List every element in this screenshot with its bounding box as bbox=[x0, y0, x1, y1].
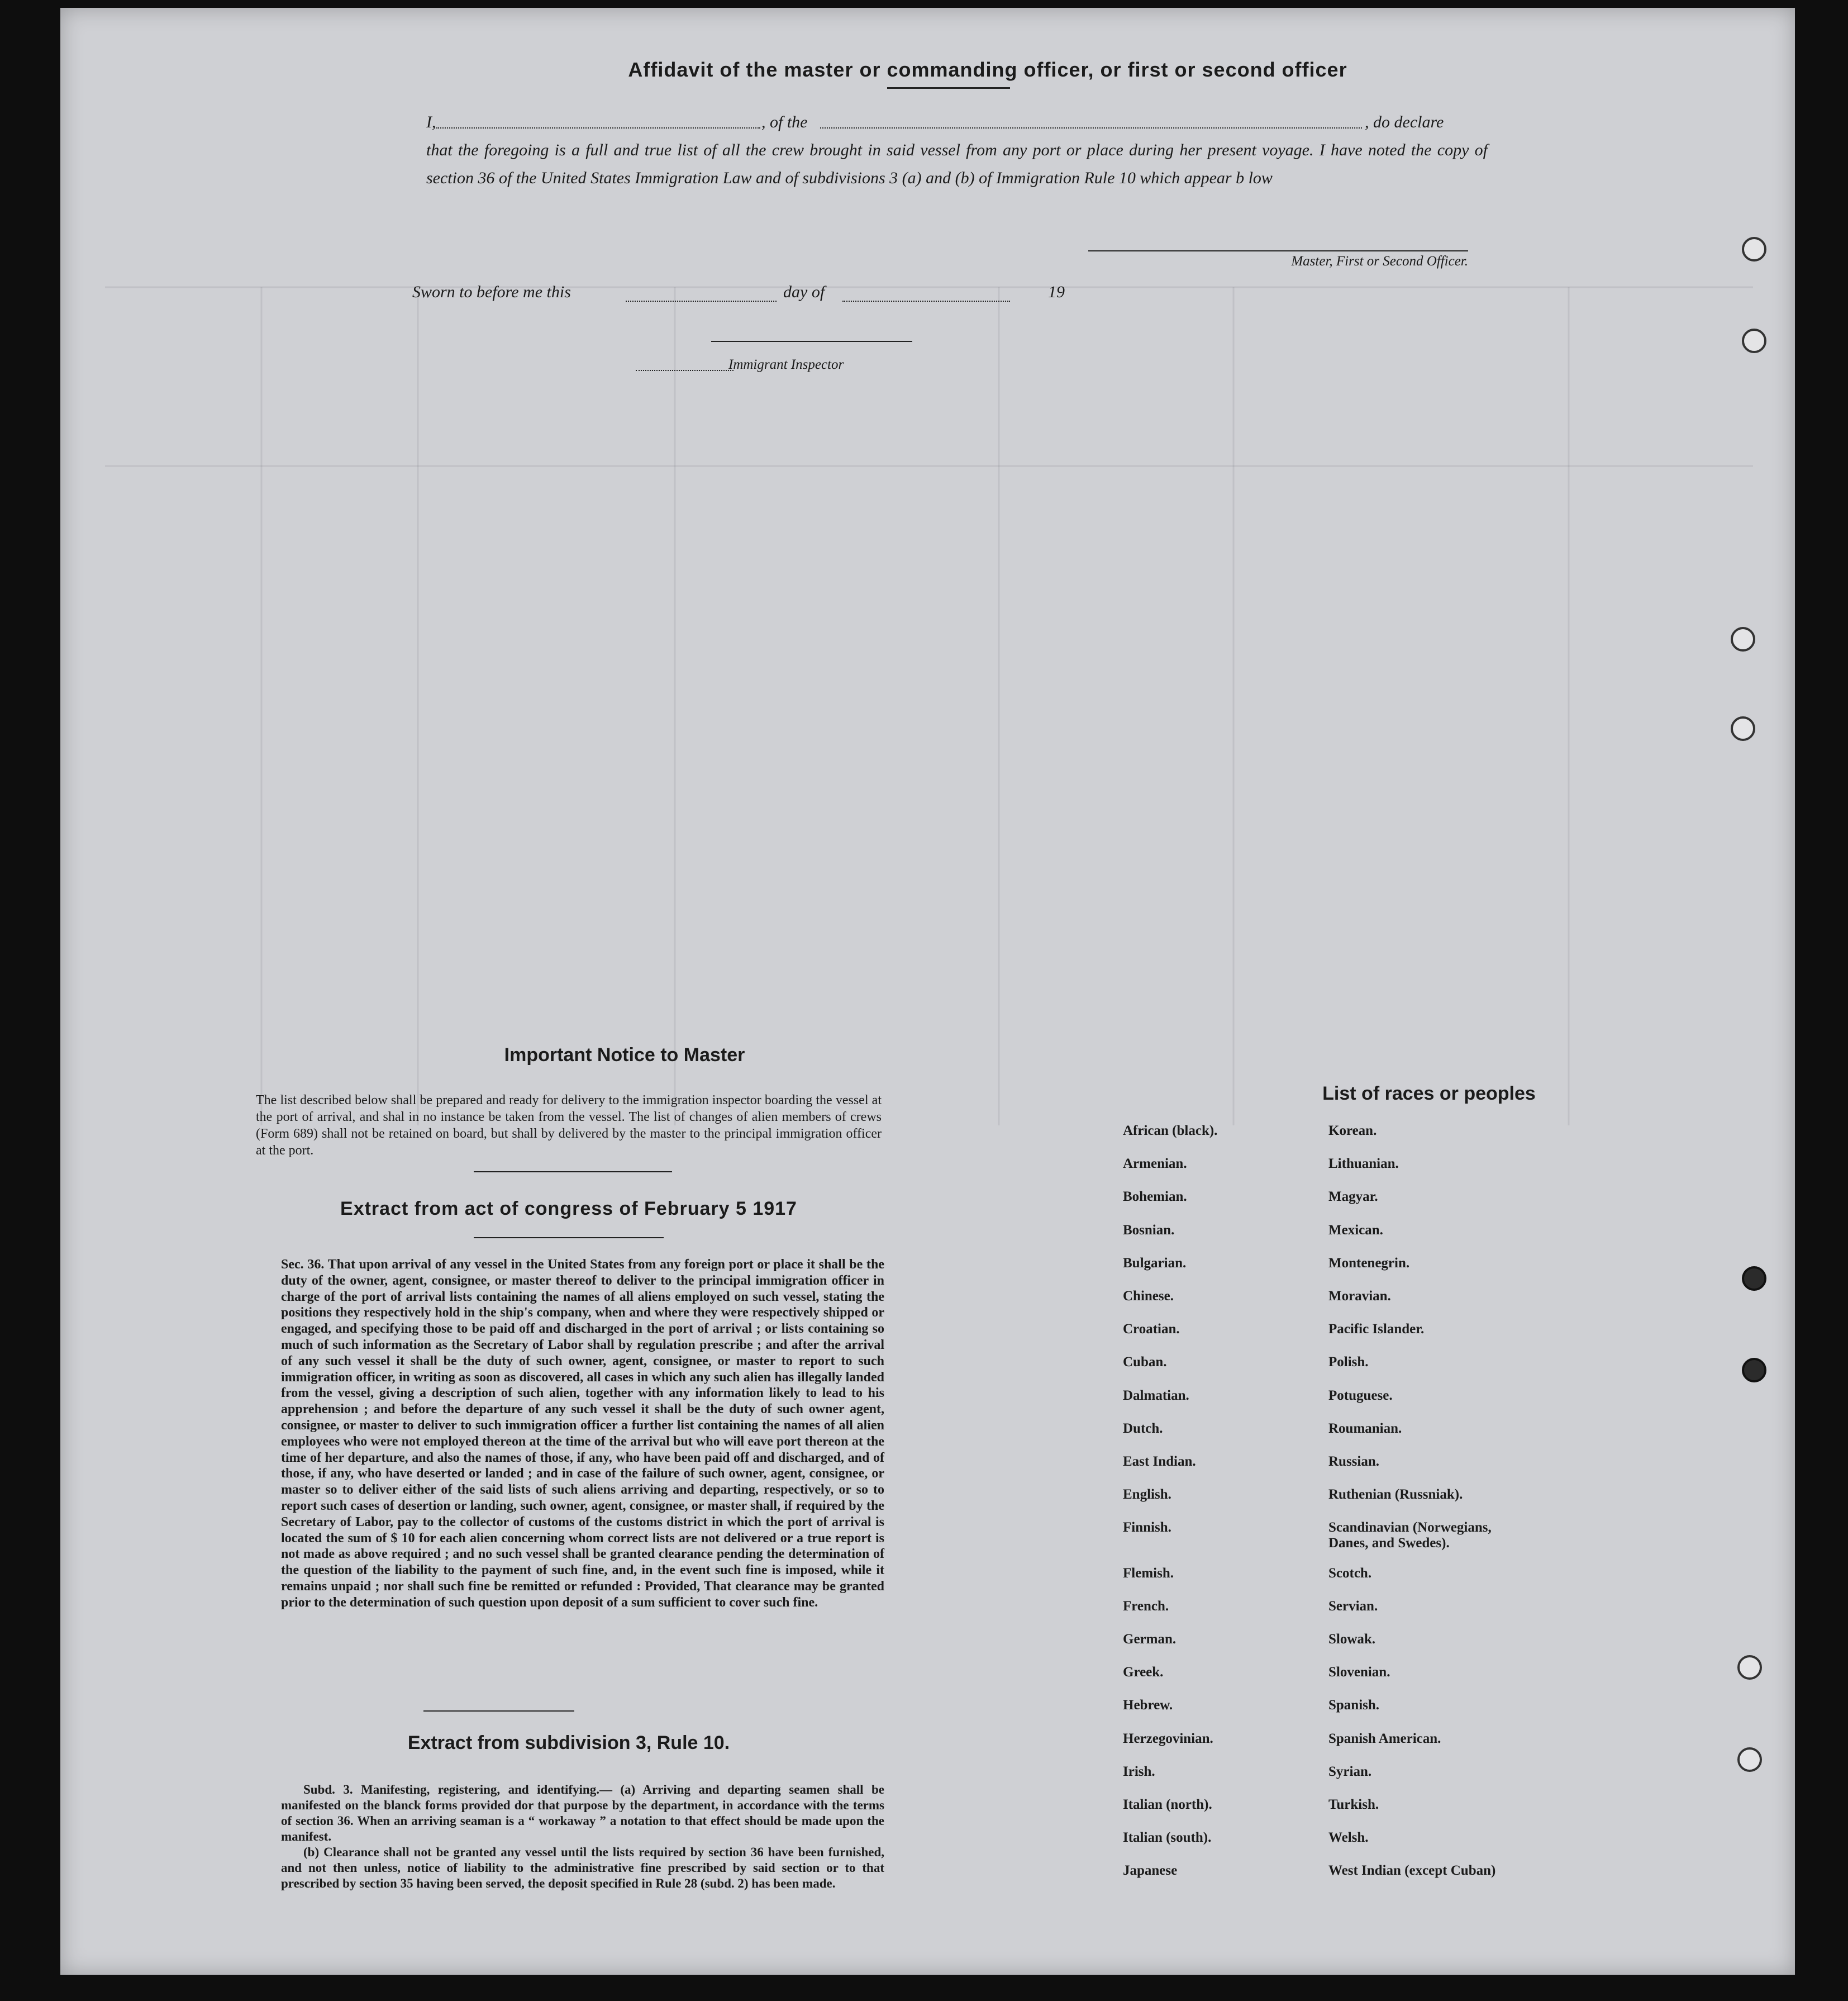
race-item: East Indian. bbox=[1123, 1454, 1196, 1469]
extract2-body bbox=[281, 1782, 884, 1891]
sworn-day-blank[interactable] bbox=[626, 301, 777, 302]
extract2-title: Extract from subdivision 3, Rule 10. bbox=[407, 1732, 730, 1753]
race-item: German. bbox=[1123, 1632, 1177, 1647]
race-item: Syrian. bbox=[1328, 1764, 1372, 1779]
race-item: Irish. bbox=[1123, 1764, 1155, 1779]
inspector-signature-line[interactable] bbox=[711, 341, 912, 342]
race-item: Spanish American. bbox=[1328, 1731, 1441, 1746]
affidavit-text bbox=[426, 108, 1488, 192]
race-item: West Indian (except Cuban) bbox=[1328, 1863, 1496, 1879]
affidavit-title-rule bbox=[887, 87, 1010, 89]
document-page bbox=[60, 8, 1795, 1975]
race-item: Dutch. bbox=[1123, 1420, 1163, 1436]
affidavit-first-line bbox=[426, 108, 1488, 136]
race-item: Ruthenian (Russniak). bbox=[1328, 1487, 1463, 1503]
race-item: Slowak. bbox=[1328, 1632, 1376, 1647]
affidavit-do-declare-label: , do declare bbox=[1365, 113, 1444, 131]
race-item: Italian (north). bbox=[1123, 1797, 1212, 1812]
race-item: Chinese. bbox=[1123, 1289, 1174, 1304]
race-item: Slovenian. bbox=[1328, 1665, 1390, 1680]
race-item: Croatian. bbox=[1123, 1322, 1180, 1337]
race-item: Dalmatian. bbox=[1123, 1387, 1189, 1403]
race-item: Magyar. bbox=[1328, 1189, 1378, 1205]
race-item: Polish. bbox=[1328, 1354, 1369, 1370]
race-item: Bulgarian. bbox=[1123, 1255, 1187, 1271]
race-item: Roumanian. bbox=[1328, 1420, 1402, 1436]
extract2-top-rule bbox=[423, 1710, 574, 1712]
race-item: Herzegovinian. bbox=[1123, 1731, 1213, 1746]
punch-hole bbox=[1737, 1655, 1762, 1680]
punch-hole bbox=[1742, 1266, 1766, 1291]
race-item: Bohemian. bbox=[1123, 1189, 1187, 1205]
race-item: Japanese bbox=[1123, 1863, 1178, 1879]
master-signature-line[interactable] bbox=[1088, 250, 1468, 251]
extract1-title: Extract from act of congress of February 5 1917 bbox=[340, 1198, 797, 1219]
notice-body: The list described below shall be prepared and ready for delivery to the immigration inspector boarding the vessel at the port of arrival, and shal in no instance be taken from the vessel. The list of changes of alien members of crews (Form 689) shall not be retained on board, but shall by delivered by the master to the principal immigration officer at the port. bbox=[256, 1093, 882, 1158]
race-item: Potuguese. bbox=[1328, 1387, 1393, 1403]
extract1-rule bbox=[474, 1237, 664, 1238]
bleed-through-texture bbox=[60, 8, 1795, 1975]
notice-title: Important Notice to Master bbox=[504, 1044, 745, 1066]
race-item: Spanish. bbox=[1328, 1698, 1380, 1713]
race-item: Mexican. bbox=[1328, 1222, 1383, 1238]
race-item: Scandinavian (Norwegians, Danes, and Swedes). bbox=[1328, 1520, 1492, 1551]
race-item: Servian. bbox=[1328, 1598, 1378, 1614]
race-item: English. bbox=[1123, 1487, 1171, 1503]
race-item: Hebrew. bbox=[1123, 1698, 1173, 1713]
race-item: Pacific Islander. bbox=[1328, 1322, 1425, 1337]
inspector-label: Immigrant Inspector bbox=[728, 357, 844, 372]
extract2-para-b: (b) Clearance shall not be granted any vessel until the lists required by section 36 have been furnished, and not then unless, notice of liability to the administrative fine prescribed by said section or to that prescribed by section 35 having been served, the deposit specified in Rule 28 (subd. 2) has been made. bbox=[281, 1845, 884, 1890]
race-item: Cuban. bbox=[1123, 1354, 1167, 1370]
sworn-year-label: 19 bbox=[1048, 283, 1065, 301]
punch-hole bbox=[1742, 1358, 1766, 1382]
race-item: French. bbox=[1123, 1598, 1169, 1614]
punch-hole bbox=[1731, 627, 1755, 652]
race-item: Turkish. bbox=[1328, 1797, 1379, 1812]
extract2-para-a: Subd. 3. Manifesting, registering, and identifying.— (a) Arriving and departing seamen shall be manifested on the blanck forms provided dor that purpose by the department, in accordance with the terms of section 36. When an arriving seaman is a “ workaway ” a notation to that effect should be made upon the manifest. bbox=[281, 1783, 884, 1843]
race-item: Scotch. bbox=[1328, 1565, 1372, 1581]
sworn-month-blank[interactable] bbox=[842, 301, 1010, 302]
punch-hole bbox=[1742, 329, 1766, 353]
punch-hole bbox=[1731, 716, 1755, 741]
affidavit-body: that the foregoing is a full and true list of all the crew brought in said vessel from any port or place during her present voyage. I have noted the copy of section 36 of the United States Immigration Law and of subdivisions 3 (a) and (b) of Immigration Rule 10 which appear b low bbox=[426, 141, 1488, 187]
race-item: Moravian. bbox=[1328, 1289, 1391, 1304]
race-item: Russian. bbox=[1328, 1454, 1380, 1469]
sworn-label: Sworn to before me this bbox=[412, 283, 571, 301]
bleed-through-grid bbox=[60, 8, 1795, 1975]
race-item: Italian (south). bbox=[1123, 1830, 1212, 1846]
race-item: Welsh. bbox=[1328, 1830, 1369, 1846]
extract1-body: Sec. 36. That upon arrival of any vessel in the United States from any foreign port or place it shall be the duty of the owner, agent, consignee, or master thereof to deliver to the principal immigration officer in charge of the port of arrival lists containing the names of all aliens employed on such vessel, stating the positions they respectively hold in the ship's company, when and where they were respectively shipped or engaged, and specifying those to be paid off and discharged in the port of arrival ; or lists containing so much of such information as the Secretary of Labor shall by regulation prescribe ; and after the arrival of any such vessel it shall be the duty of such owner, agent, consignee, or master to report to such immigration officer, in writing as soon as discovered, all cases in which any such alien has illegally landed from the vessel, giving a description of such alien, together with any information likely to lead to his apprehension ; and before the departure of any such vessel it shall be the duty of such owner agent, consignee, or master to deliver to such immigration officer a further list containing the names of all alien employees who were not employed thereon at the time of the arrival but who will eave port thereon at the time of her departure, and also the names of those, if any, who have been paid off and discharged, and of those, if any, who have deserted or landed ; and in case of the failure of such owner, agent, consignee, or master so to deliver either of the said lists of such aliens arriving and departing, respectively, or so to report such cases of desertion or landing, such owner, agent, consignee, or master shall, if required by the Secretary of Labor, pay to the collector of customs of the customs district in which the port of arrival is located the sum of $ 10 for each alien concerning whom correct lists are not delivered or a true report is not made as above required ; and no such vessel shall be granted clearance pending the determination of the question of the liability to the payment of such fine, and, in the event such fine is imposed, while it remains unpaid ; nor shall such fine be remitted or refunded : Provided, That clearance may be granted prior to the determination of such question upon deposit of a sum sufficient to cover such fine. bbox=[281, 1257, 884, 1610]
race-item: African (black). bbox=[1123, 1123, 1218, 1138]
race-item: Lithuanian. bbox=[1328, 1156, 1399, 1172]
notice-rule bbox=[474, 1171, 672, 1172]
affidavit-vessel-blank[interactable] bbox=[820, 127, 1362, 129]
punch-hole bbox=[1742, 237, 1766, 262]
master-signature-label: Master, First or Second Officer. bbox=[1291, 254, 1468, 269]
affidavit-name-blank[interactable] bbox=[436, 127, 760, 129]
punch-hole bbox=[1737, 1747, 1762, 1772]
race-item: Bosnian. bbox=[1123, 1222, 1175, 1238]
race-item: Finnish. bbox=[1123, 1520, 1171, 1536]
affidavit-title: Affidavit of the master or commanding officer, or first or second officer bbox=[628, 58, 1347, 81]
race-item: Armenian. bbox=[1123, 1156, 1187, 1172]
race-item: Montenegrin. bbox=[1328, 1255, 1410, 1271]
inspector-dotted-line bbox=[636, 370, 734, 371]
races-title: List of races or peoples bbox=[1322, 1083, 1536, 1104]
race-item: Greek. bbox=[1123, 1665, 1164, 1680]
affidavit-i-label: I, bbox=[426, 113, 436, 131]
sworn-day-of-label: day of bbox=[783, 283, 825, 301]
race-item: Flemish. bbox=[1123, 1565, 1174, 1581]
race-item: Korean. bbox=[1328, 1123, 1377, 1138]
affidavit-of-the-label: , of the bbox=[761, 113, 808, 131]
